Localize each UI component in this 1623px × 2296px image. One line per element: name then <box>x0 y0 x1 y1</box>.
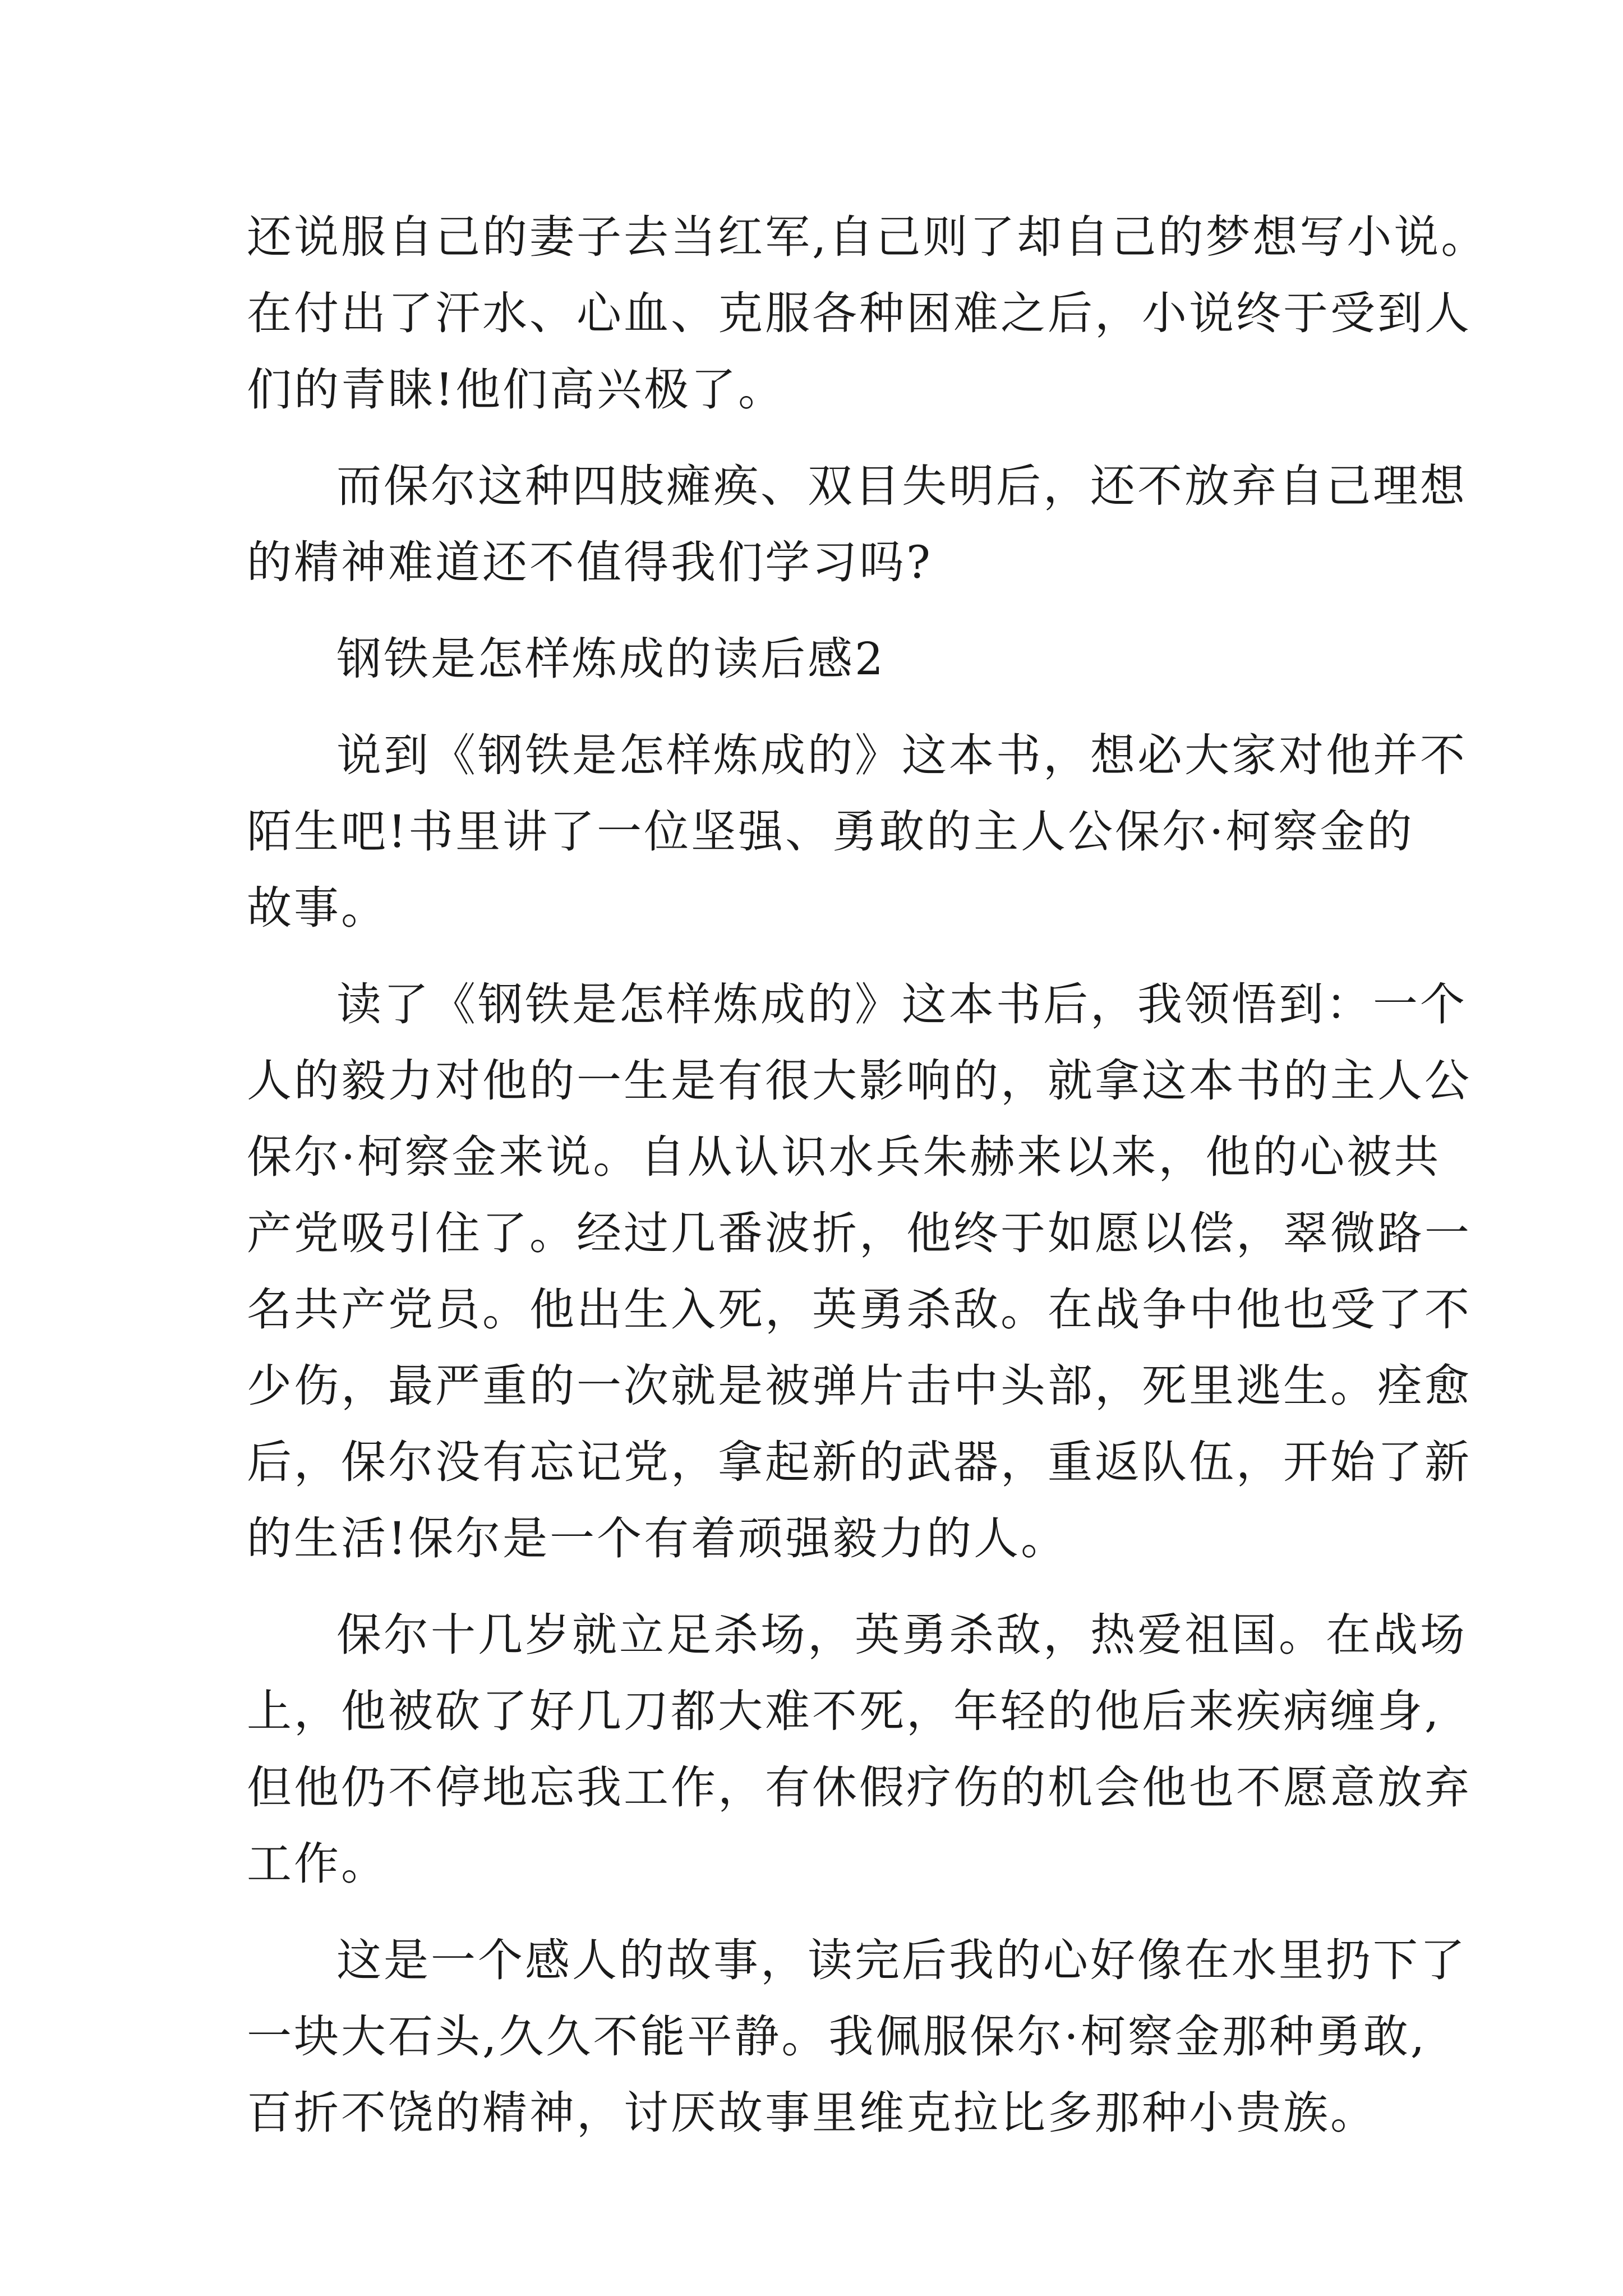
text-line: 们的青睐!他们高兴极了。 <box>247 364 786 416</box>
paragraph-6 <box>247 1922 1467 2151</box>
text-line: 故事。 <box>247 882 388 934</box>
text-line: 读了《钢铁是怎样炼成的》这本书后，我领悟到：一个 <box>336 978 1467 1030</box>
paragraph-2 <box>247 448 1467 601</box>
text-line: 保尔十几岁就立足杀场，英勇杀敌，热爱祖国。在战场 <box>336 1609 1467 1661</box>
text-line: 后，保尔没有忘记党，拿起新的武器，重返队伍，开始了新 <box>247 1436 1472 1488</box>
text-line: 这是一个感人的故事，读完后我的心好像在水里扔下了 <box>336 1934 1467 1986</box>
text-line: 但他仍不停地忘我工作，有休假疗伤的机会他也不愿意放弃 <box>247 1761 1472 1814</box>
text-line: 说到《钢铁是怎样炼成的》这本书，想必大家对他并不 <box>336 729 1467 781</box>
text-line: 的生活!保尔是一个有着顽强毅力的人。 <box>247 1512 1068 1565</box>
text-line: 一块大石头,久久不能平静。我佩服保尔·柯察金那种勇敢, <box>247 2010 1427 2063</box>
text-line: 名共产党员。他出生入死，英勇杀敌。在战争中他也受了不 <box>247 1283 1472 1336</box>
text-line: 还说服自己的妻子去当红军,自己则了却自己的梦想写小说。 <box>247 211 1488 263</box>
text-line: 陌生吧!书里讲了一位坚强、勇敢的主人公保尔·柯察金的 <box>247 806 1414 858</box>
text-line: 百折不饶的精神，讨厌故事里维克拉比多那种小贵族。 <box>247 2087 1377 2139</box>
paragraph-3 <box>247 717 1467 946</box>
paragraph-5 <box>247 1597 1472 1902</box>
heading-text: 钢铁是怎样炼成的读后感2 <box>336 633 886 685</box>
text-line: 产党吸引住了。经过几番波折，他终于如愿以偿，翠微路一 <box>247 1207 1472 1259</box>
section-heading <box>247 621 1441 697</box>
paragraph-4 <box>247 967 1472 1577</box>
text-line: 而保尔这种四肢瘫痪、双目失明后，还不放弃自己理想 <box>336 460 1467 512</box>
text-line: 上，他被砍了好几刀都大难不死，年轻的他后来疾病缠身, <box>247 1685 1441 1737</box>
paragraph-1 <box>247 199 1488 428</box>
text-line: 人的毅力对他的一生是有很大影响的，就拿这本书的主人公 <box>247 1055 1472 1107</box>
text-line: 工作。 <box>247 1838 388 1890</box>
text-line: 的精神难道还不值得我们学习吗? <box>247 536 933 588</box>
document-body <box>247 199 1488 2171</box>
text-line: 保尔·柯察金来说。自从认识水兵朱赫来以来，他的心被共 <box>247 1131 1441 1183</box>
text-line: 在付出了汗水、心血、克服各种困难之后，小说终于受到人 <box>247 287 1472 339</box>
text-line: 少伤，最严重的一次就是被弹片击中头部，死里逃生。痊愈 <box>247 1360 1472 1412</box>
